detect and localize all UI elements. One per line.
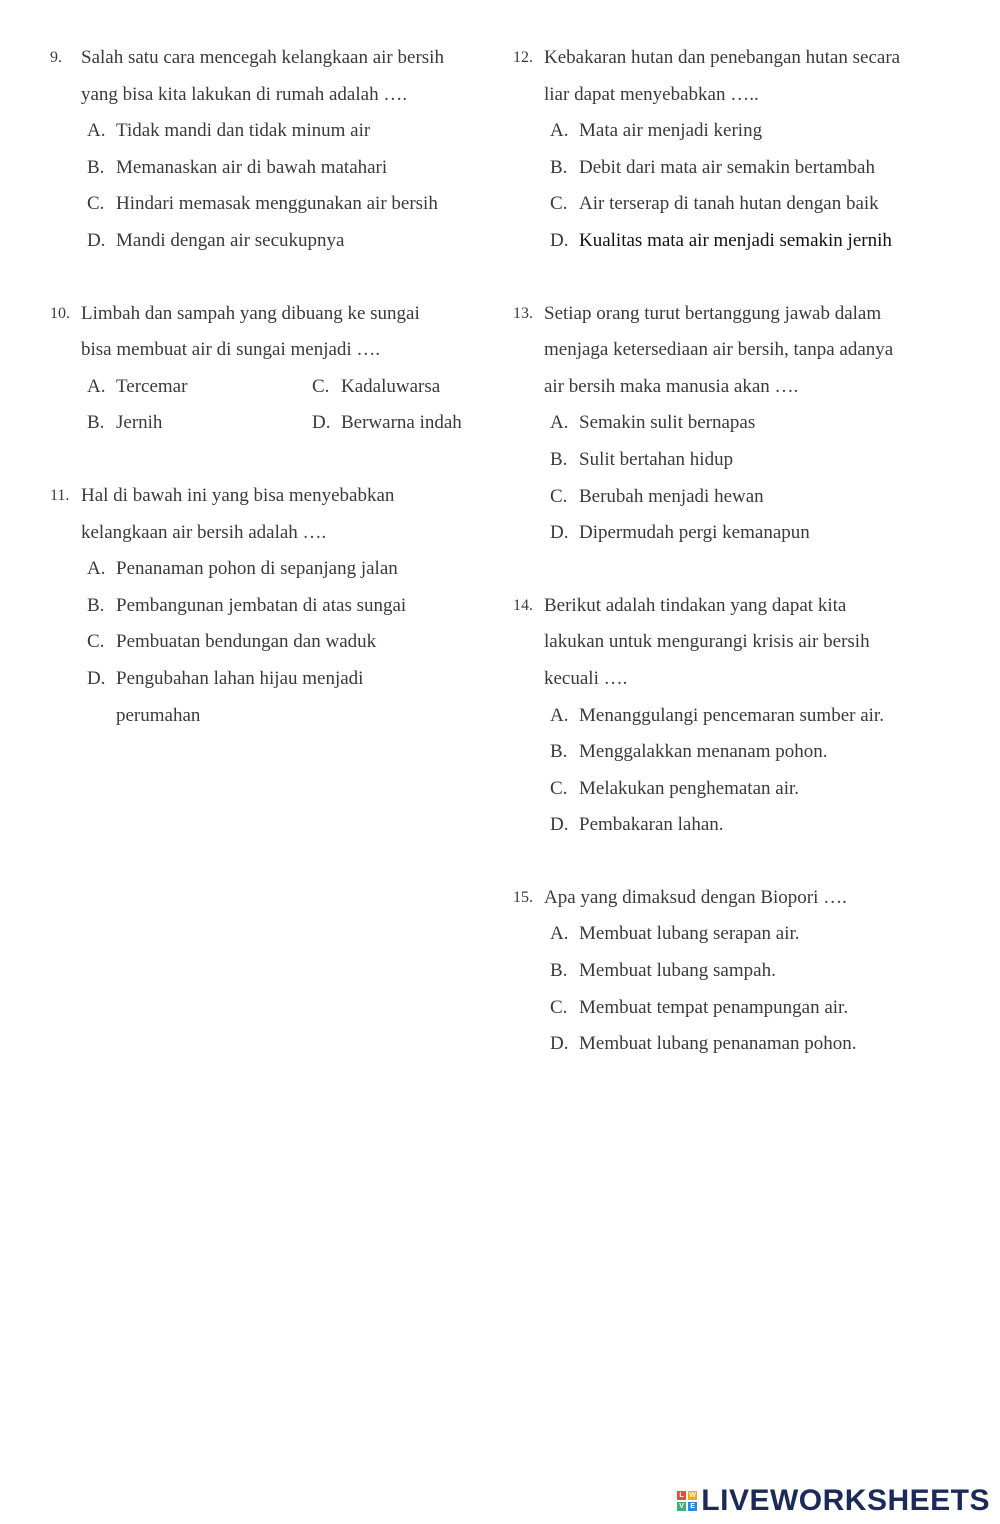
option-text: Tidak mandi dan tidak minum air: [116, 120, 371, 142]
question-stem: air bersih maka manusia akan ….: [544, 375, 799, 397]
option-letter: C.: [550, 777, 568, 799]
question-stem: Salah satu cara mencegah kelangkaan air bersih: [81, 47, 444, 68]
option-d[interactable]: [50, 661, 500, 698]
question-number: 11.: [50, 486, 70, 504]
option-c[interactable]: [513, 990, 983, 1027]
option-letter: B.: [550, 960, 568, 982]
option-letter: B.: [550, 741, 568, 763]
option-text: Melakukan penghematan air.: [579, 777, 800, 799]
question-stem: Apa yang dimaksud dengan Biopori ….: [544, 886, 847, 908]
option-b[interactable]: [50, 150, 500, 187]
option-text: Dipermudah pergi kemanapun: [579, 522, 810, 544]
option-a[interactable]: [513, 916, 983, 953]
question-11: [50, 478, 500, 734]
option-text: Pembuatan bendungan dan waduk: [116, 631, 377, 653]
option-text: Menanggulangi pencemaran sumber air.: [579, 704, 884, 726]
question-stem: menjaga ketersediaan air bersih, tanpa adanya: [544, 339, 894, 361]
option-b[interactable]: [50, 405, 275, 442]
question-stem: bisa membuat air di sungai menjadi ….: [81, 339, 381, 361]
option-letter: B.: [87, 412, 105, 434]
option-letter: B.: [87, 156, 105, 178]
option-b[interactable]: [50, 588, 500, 625]
option-letter: C.: [550, 996, 568, 1018]
question-12: [513, 40, 983, 260]
question-stem: kecuali ….: [544, 667, 628, 689]
option-text: Kualitas mata air menjadi semakin jernih: [579, 229, 892, 251]
logo-mark-cell: V: [679, 1503, 685, 1510]
logo-mark-cell: L: [677, 1491, 686, 1500]
option-a[interactable]: [513, 698, 983, 735]
option-letter: A.: [550, 923, 569, 945]
question-stem: yang bisa kita lakukan di rumah adalah ….: [81, 83, 408, 105]
question-stem: Berikut adalah tindakan yang dapat kita: [544, 594, 847, 616]
option-a[interactable]: [50, 369, 275, 406]
question-number: 9.: [50, 49, 62, 66]
option-text: Hindari memasak menggunakan air bersih: [116, 193, 438, 215]
option-text: Membuat lubang penanaman pohon.: [579, 1033, 857, 1055]
option-b[interactable]: [513, 442, 983, 479]
logo-text: LIVEWORKSHEETS: [701, 1484, 990, 1517]
logo-mark-icon: [677, 1491, 697, 1511]
option-text: Mandi dengan air secukupnya: [116, 229, 345, 251]
question-14: [513, 588, 983, 844]
question-15: [513, 880, 983, 1063]
option-letter: D.: [312, 412, 331, 434]
logo-mark-cell: E: [690, 1503, 696, 1510]
question-stem: Hal di bawah ini yang bisa menyebabkan: [81, 484, 395, 506]
option-letter: B.: [87, 594, 105, 616]
option-d[interactable]: [513, 807, 983, 844]
question-number: 14.: [513, 596, 533, 614]
option-letter: D.: [550, 1033, 569, 1055]
question-stem: kelangkaan air bersih adalah ….: [81, 521, 327, 543]
option-letter: A.: [87, 558, 106, 580]
option-c[interactable]: [513, 479, 983, 516]
option-letter: B.: [550, 448, 568, 470]
option-text: Pembangunan jembatan di atas sungai: [116, 594, 407, 616]
question-9: [50, 40, 500, 260]
option-d[interactable]: [513, 1026, 983, 1063]
question-stem: Limbah dan sampah yang dibuang ke sungai: [81, 302, 420, 324]
option-text: Jernih: [116, 412, 163, 434]
option-letter: C.: [550, 485, 568, 507]
option-d[interactable]: [275, 405, 500, 442]
option-letter: A.: [87, 120, 106, 142]
question-number: 15.: [513, 888, 533, 906]
question-10: [50, 296, 500, 442]
option-a[interactable]: [513, 113, 983, 150]
question-number: 13.: [513, 304, 533, 322]
option-text: Semakin sulit bernapas: [579, 412, 756, 434]
question-13: [513, 296, 983, 552]
question-stem: liar dapat menyebabkan …..: [544, 83, 759, 105]
option-text: Pembakaran lahan.: [579, 814, 724, 836]
option-b[interactable]: [513, 953, 983, 990]
option-c[interactable]: [275, 369, 500, 406]
option-letter: D.: [550, 229, 569, 251]
option-d[interactable]: [513, 223, 983, 260]
option-letter: A.: [87, 375, 106, 397]
option-text: Debit dari mata air semakin bertambah: [579, 156, 875, 178]
option-letter: C.: [312, 375, 330, 397]
option-a[interactable]: [50, 113, 500, 150]
option-text: Penanaman pohon di sepanjang jalan: [116, 558, 398, 580]
liveworksheets-logo[interactable]: [677, 1484, 990, 1518]
question-stem: Kebakaran hutan dan penebangan hutan secara: [544, 47, 901, 68]
option-text: Sulit bertahan hidup: [579, 448, 734, 470]
option-text: Air terserap di tanah hutan dengan baik: [579, 193, 879, 215]
option-d[interactable]: [513, 515, 983, 552]
left-column: [50, 40, 500, 770]
option-letter: D.: [550, 522, 569, 544]
option-text: Menggalakkan menanam pohon.: [579, 741, 828, 763]
option-text: Pengubahan lahan hijau menjadi: [116, 667, 364, 689]
option-c[interactable]: [513, 771, 983, 808]
question-number: 10.: [50, 304, 70, 322]
option-d[interactable]: [50, 223, 500, 260]
question-stem: lakukan untuk mengurangi krisis air bersih: [544, 631, 870, 653]
option-c[interactable]: [50, 186, 500, 223]
option-letter: B.: [550, 156, 568, 178]
option-text-continued: perumahan: [116, 704, 201, 726]
option-letter: A.: [550, 412, 569, 434]
option-c[interactable]: [513, 186, 983, 223]
option-letter: C.: [87, 631, 105, 653]
option-letter: C.: [87, 193, 105, 215]
option-text: Tercemar: [116, 375, 188, 397]
option-text: Memanaskan air di bawah matahari: [116, 156, 388, 178]
option-text: Kadaluwarsa: [341, 375, 441, 397]
option-a[interactable]: [50, 551, 500, 588]
option-letter: D.: [87, 229, 106, 251]
option-letter: C.: [550, 193, 568, 215]
option-letter: A.: [550, 120, 569, 142]
option-text: Mata air menjadi kering: [579, 120, 763, 142]
option-text: Berubah menjadi hewan: [579, 485, 764, 507]
right-column: [513, 40, 983, 1099]
option-c[interactable]: [50, 624, 500, 661]
option-text: Berwarna indah: [341, 412, 462, 434]
option-b[interactable]: [513, 150, 983, 187]
option-letter: A.: [550, 704, 569, 726]
option-a[interactable]: [513, 405, 983, 442]
question-stem: Setiap orang turut bertanggung jawab dalam: [544, 302, 882, 324]
option-text: Membuat tempat penampungan air.: [579, 996, 849, 1018]
option-b[interactable]: [513, 734, 983, 771]
option-letter: D.: [550, 814, 569, 836]
logo-mark-cell: W: [689, 1492, 697, 1499]
option-text: Membuat lubang serapan air.: [579, 923, 800, 945]
option-letter: D.: [87, 667, 106, 689]
question-number: 12.: [513, 49, 533, 66]
option-text: Membuat lubang sampah.: [579, 960, 776, 982]
